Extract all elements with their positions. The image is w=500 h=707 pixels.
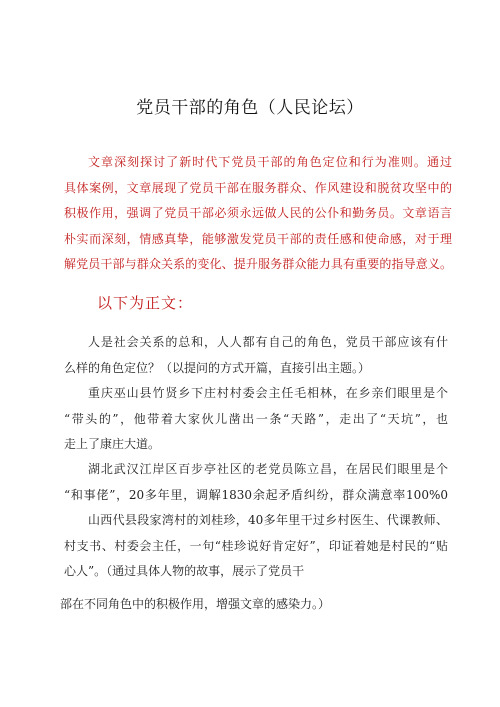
paragraph (64, 508, 448, 585)
paragraph-line: 村支书、村委会主任，一句“桂珍说好肯定好”，印证着她是村民的“贴 (64, 538, 448, 553)
paragraph-line: 山西代县段家湾村的刘桂珍，40多年里干过乡村医生、代课教师、 (88, 513, 448, 527)
paragraph-line: 么样的角色定位？（以提问的方式开篇，直接引出主题。） (64, 360, 371, 375)
paragraph-line: 湖北武汉江岸区百步亭社区的老党员陈立昌，在居民们眼里是个 (88, 462, 448, 476)
abstract-line: 文章深刻探讨了新时代下党员干部的角色定位和行为准则。通过 (88, 155, 452, 169)
paragraph-line: 走上了康庄大道。 (64, 437, 161, 451)
paragraph-line: “带头的”，他带着大家伙儿凿出一条“天路”，走出了“天坑”，也 (64, 411, 448, 426)
abstract (64, 150, 452, 278)
abstract-line: 具体案例，文章展现了党员干部在服务群众、作风建设和脱贫攻坚中的 (64, 180, 452, 195)
paragraph-line: 部在不同角色中的积极作用，增强文章的感染力。） (60, 597, 331, 611)
paragraph (64, 457, 448, 508)
paragraph-line: 心人”。（通过具体人物的故事，展示了党员干 (64, 564, 305, 578)
document-title: 党员干部的角色（人民论坛） (136, 98, 364, 118)
abstract-line: 积极作用，强调了党员干部必须永远做人民的公仆和勤务员。文章语言 (64, 206, 452, 220)
abstract-line: 解党员干部与群众关系的变化、提升服务群众能力具有重要的指导意义。 (64, 257, 452, 271)
paragraph-line: “和事佬”，20多年里，调解1830余起矛盾纠纷，群众满意率100%0 (64, 487, 448, 502)
paragraph (60, 592, 444, 618)
section-heading: 以下为正文： (97, 294, 194, 312)
paragraph-line: 重庆巫山县竹贤乡下庄村村委会主任毛相林，在乡亲们眼里是个 (88, 386, 448, 400)
paragraph (64, 330, 448, 381)
abstract-line: 朴实而深刻，情感真挚，能够激发党员干部的责任感和使命感，对于理 (64, 231, 452, 246)
paragraph-line: 人是社会关系的总和，人人都有自己的角色，党员干部应该有什 (88, 335, 448, 349)
paragraph (64, 381, 448, 458)
